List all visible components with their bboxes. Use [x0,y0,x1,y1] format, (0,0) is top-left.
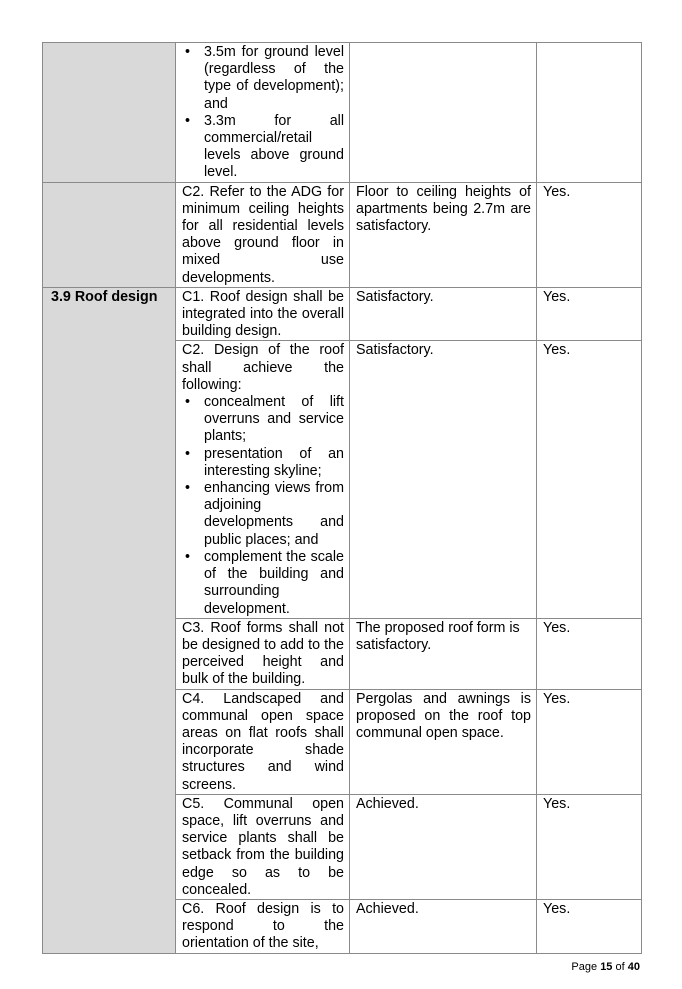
comment-cell: Pergolas and awnings is proposed on the roof top communal open space. [350,689,537,794]
compliance-cell: Yes. [537,341,642,618]
comment-cell: Achieved. [350,794,537,899]
control-text: C2. Design of the roof shall achieve the following: [182,342,344,393]
comment-cell: The proposed roof form is satisfactory. [350,618,537,689]
compliance-cell: Yes. [537,794,642,899]
table-row [43,182,642,287]
comment-cell: Achieved. [350,899,537,953]
page-prefix: Page [571,961,598,973]
page-current: 15 [600,961,613,973]
list-item: • 3.3m for all commercial/retail levels above ground level. [182,113,344,182]
section-cell [43,287,176,953]
compliance-table [42,42,642,954]
control-cell: C4. Landscaped and communal open space areas on flat roofs shall incorporate shade structures and wind screens. [176,689,350,794]
comment-cell [350,43,537,183]
compliance-cell: Yes. [537,182,642,287]
control-cell [176,43,350,183]
list-item: • enhancing views from adjoining developments and public places; and [182,480,344,549]
bullet-list [182,44,344,182]
comment-cell: Floor to ceiling heights of apartments being 2.7m are satisfactory. [350,182,537,287]
control-cell: C6. Roof design is to respond to the orientation of the site, [176,899,350,953]
control-cell: C1. Roof design shall be integrated into the overall building design. [176,287,350,341]
compliance-cell: Yes. [537,899,642,953]
control-cell: C3. Roof forms shall not be designed to add to the perceived height and bulk of the building. [176,618,350,689]
compliance-cell: Yes. [537,618,642,689]
comment-cell: Satisfactory. [350,341,537,618]
section-cell [43,182,176,287]
bullet-list [182,394,344,618]
page-total: 40 [627,961,640,973]
list-item: • concealment of lift overruns and service plants; [182,394,344,446]
list-item: • 3.5m for ground level (regardless of the type of development); and [182,44,344,113]
page-sep: of [615,961,625,973]
control-cell: C5. Communal open space, lift overruns and service plants shall be setback from the building edge so as to be concealed. [176,794,350,899]
page-number [571,961,640,973]
section-title: 3.9 Roof design [51,288,158,305]
section-cell [43,43,176,183]
compliance-cell: Yes. [537,689,642,794]
compliance-cell: Yes. [537,287,642,341]
compliance-cell [537,43,642,183]
table-row [43,287,642,341]
list-item: • presentation of an interesting skyline; [182,446,344,480]
comment-cell: Satisfactory. [350,287,537,341]
list-item: • complement the scale of the building and surrounding development. [182,549,344,618]
control-cell [176,341,350,618]
control-cell: C2. Refer to the ADG for minimum ceiling heights for all residential levels above ground floor in mixed use developments. [176,182,350,287]
table-row [43,43,642,183]
